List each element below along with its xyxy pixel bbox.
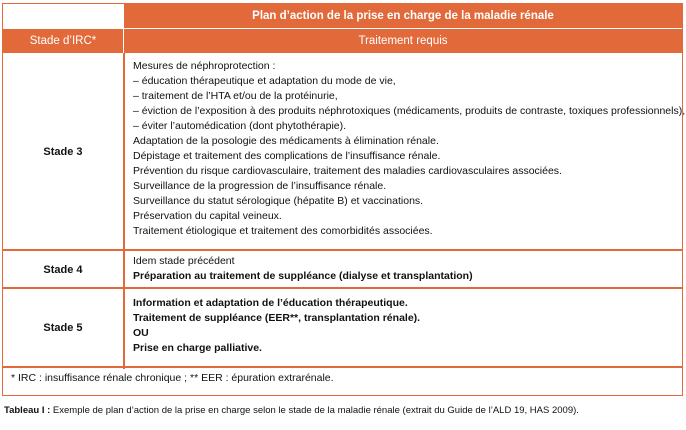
table-row-text: Traitement de suppléance (EER**, transplantation rénale). [133,312,421,324]
table-header-row [3,29,682,53]
table-row-text: Adaptation de la posologie des médicaments à élimination rénale. [133,135,439,147]
stage-3-treatment [133,59,686,239]
column-divider [123,53,125,369]
header-stage: Stade d’IRC* [29,35,97,47]
caption-text: Exemple de plan d’action de la prise en charge selon le stade de la maladie rénale (extrait du Guide de l’ALD 19, HAS 2009). [50,405,579,416]
table-row-text: – éviter l’automédication (dont phytothérapie). [133,120,347,132]
table-row-text: – traitement de l’HTA et/ou de la protéinurie, [133,90,338,102]
table-row-text: Prise en charge palliative. [133,342,262,354]
row-divider [3,287,682,289]
table-row-text: Préparation au traitement de suppléance (dialyse et transplantation) [133,270,473,282]
table-title-row [3,4,682,28]
table-row-text: Dépistage et traitement des complications de l’insuffisance rénale. [133,150,441,162]
title-blank-cell [3,4,124,28]
table-row-text: Information et adaptation de l’éducation thérapeutique. [133,297,408,309]
stage-4-treatment [133,254,676,284]
row-divider [3,249,682,251]
table-row-text: Idem stade précédent [133,255,235,267]
caption-label: Tableau I : [4,405,51,416]
table-row-text: Traitement étiologique et traitement des comorbidités associées. [133,225,433,237]
table-row-text: Prévention du risque cardiovasculaire, traitement des maladies cardiovasculaires associées. [133,165,562,177]
stage-4-label: Stade 4 [43,264,83,276]
table-caption [4,405,579,416]
table-row-text: – éviction de l’exposition à des produits néphrotoxiques (médicaments, produits de contraste, toxiques professionnels), [133,105,686,117]
row-divider [3,366,682,368]
table-row-text: Mesures de néphroprotection : [133,60,276,72]
stage-3-label: Stade 3 [43,146,83,158]
table-row-text: OU [133,327,149,339]
table-title: Plan d’action de la prise en charge de la maladie rénale [124,4,682,28]
stage-5-treatment [133,296,676,356]
stage-5-label: Stade 5 [43,322,83,334]
table-row-text: Surveillance du statut sérologique (hépatite B) et vaccinations. [133,195,424,207]
header-treatment: Traitement requis [358,35,448,47]
table-footnote: * IRC : insuffisance rénale chronique ; ** EER : épuration extrarénale. [11,372,334,384]
table-row-text: – éducation thérapeutique et adaptation du mode de vie, [133,75,396,87]
action-plan-table [2,3,686,396]
table-row-text: Surveillance de la progression de l’insuffisance rénale. [133,180,387,192]
table-row-text: Préservation du capital veineux. [133,210,282,222]
